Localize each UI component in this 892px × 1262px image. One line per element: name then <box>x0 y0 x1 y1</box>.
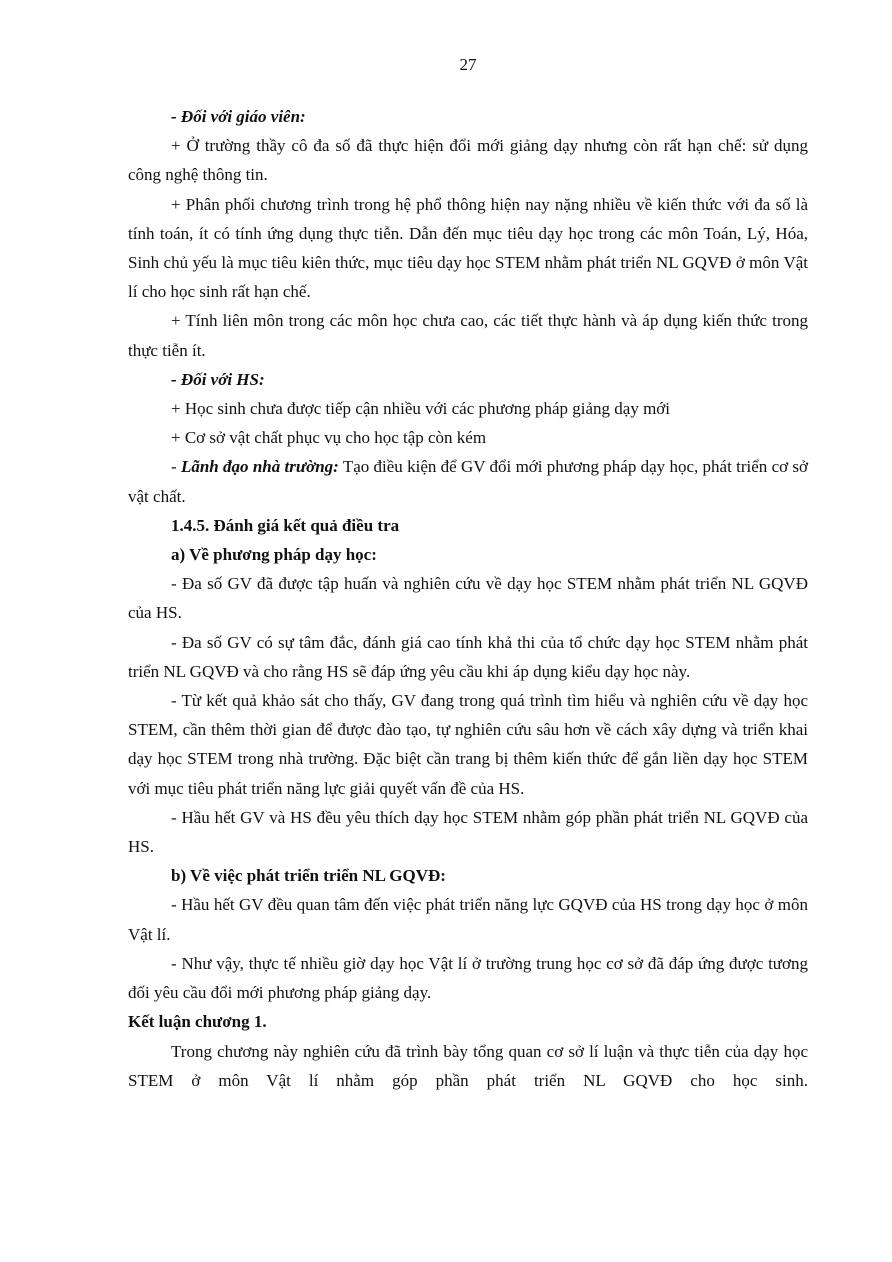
paragraph-method-3: - Từ kết quả khảo sát cho thấy, GV đang trong quá trình tìm hiểu và nghiên cứu về dạy học STEM, cần thêm thời gian để được đào tạo, tự nghiên cứu sâu hơn về cách xây dựng và triển khai dạy học STEM trong nhà trường. Đặc biệt cần trang bị thêm kiến thức để gắn liền dạy học STEM với mục tiêu phát triển năng lực giải quyết vấn đề của HS. <box>128 691 808 798</box>
paragraph-teacher-1: + Ở trường thầy cô đa số đã thực hiện đổi mới giảng dạy nhưng còn rất hạn chế: sử dụng công nghệ thông tin. <box>128 136 808 185</box>
document-body <box>128 102 808 1095</box>
leadership-label: Lãnh đạo nhà trường: <box>180 457 339 477</box>
teacher-label: - Đối với giáo viên: <box>171 107 306 126</box>
subheading-a: a) Về phương pháp dạy học: <box>171 545 377 565</box>
student-section-label <box>128 365 808 394</box>
paragraph-method-1: - Đa số GV đã được tập huấn và nghiên cứu về dạy học STEM nhằm phát triển NL GQVĐ của HS. <box>128 574 808 623</box>
paragraph-development-1: - Hầu hết GV đều quan tâm đến việc phát triển năng lực GQVĐ của HS trong dạy học ở môn Vật lí. <box>128 895 808 944</box>
paragraph-conclusion: Trong chương này nghiên cứu đã trình bày tổng quan cơ sở lí luận và thực tiễn của dạy học STEM ở môn Vật lí nhằm góp phần phát triển NL GQVĐ cho học sinh. <box>128 1041 808 1090</box>
paragraph-method-2: - Đa số GV có sự tâm đắc, đánh giá cao tính khả thi của tổ chức dạy học STEM nhằm phát triển NL GQVĐ và cho rằng HS sẽ đáp ứng yêu cầu khi áp dụng kiểu dạy học này. <box>128 632 808 681</box>
page-number: 27 <box>459 55 477 74</box>
paragraph-development-2: - Như vậy, thực tế nhiều giờ dạy học Vật lí ở trường trung học cơ sở đã đáp ứng được tương đối yêu cầu đổi mới phương pháp giảng dạy. <box>128 953 808 1003</box>
paragraph-teacher-2: + Phân phối chương trình trong hệ phổ thông hiện nay nặng nhiều về kiến thức với đa số là tính toán, ít có tính ứng dụng thực tiễn. Dẫn đến mục tiêu dạy học trong các môn Toán, Lý, Hóa, Sinh chủ yếu là mục tiêu kiên thức, mục tiêu dạy học STEM nhằm phát triển NL GQVĐ ở môn Vật lí cho học sinh rất hạn chế. <box>128 194 808 302</box>
subheading-b: b) Về việc phát triển triển NL GQVĐ: <box>171 866 446 886</box>
paragraph-teacher-3: + Tính liên môn trong các môn học chưa cao, các tiết thực hành và áp dụng kiến thức trong thực tiễn ít. <box>128 311 808 360</box>
chapter-conclusion-heading: Kết luận chương 1. <box>128 1012 267 1032</box>
paragraph-leadership <box>128 452 808 510</box>
leadership-prefix: - <box>171 457 181 477</box>
teacher-section-label <box>128 102 808 131</box>
paragraph-student-2: + Cơ sở vật chất phục vụ cho học tập còn kém <box>171 428 487 448</box>
leadership-text: Tạo điều kiện để GV đổi mới phương pháp dạy học, phát triển cơ sở vật chất. <box>128 457 809 506</box>
paragraph-student-1: + Học sinh chưa được tiếp cận nhiều với các phương pháp giảng dạy mới <box>171 399 671 419</box>
paragraph-method-4: - Hầu hết GV và HS đều yêu thích dạy học STEM nhằm góp phần phát triển NL GQVĐ của HS. <box>128 807 808 857</box>
section-heading-1-4-5: 1.4.5. Đánh giá kết quả điều tra <box>171 515 400 535</box>
student-label: - Đối với HS: <box>171 369 265 389</box>
